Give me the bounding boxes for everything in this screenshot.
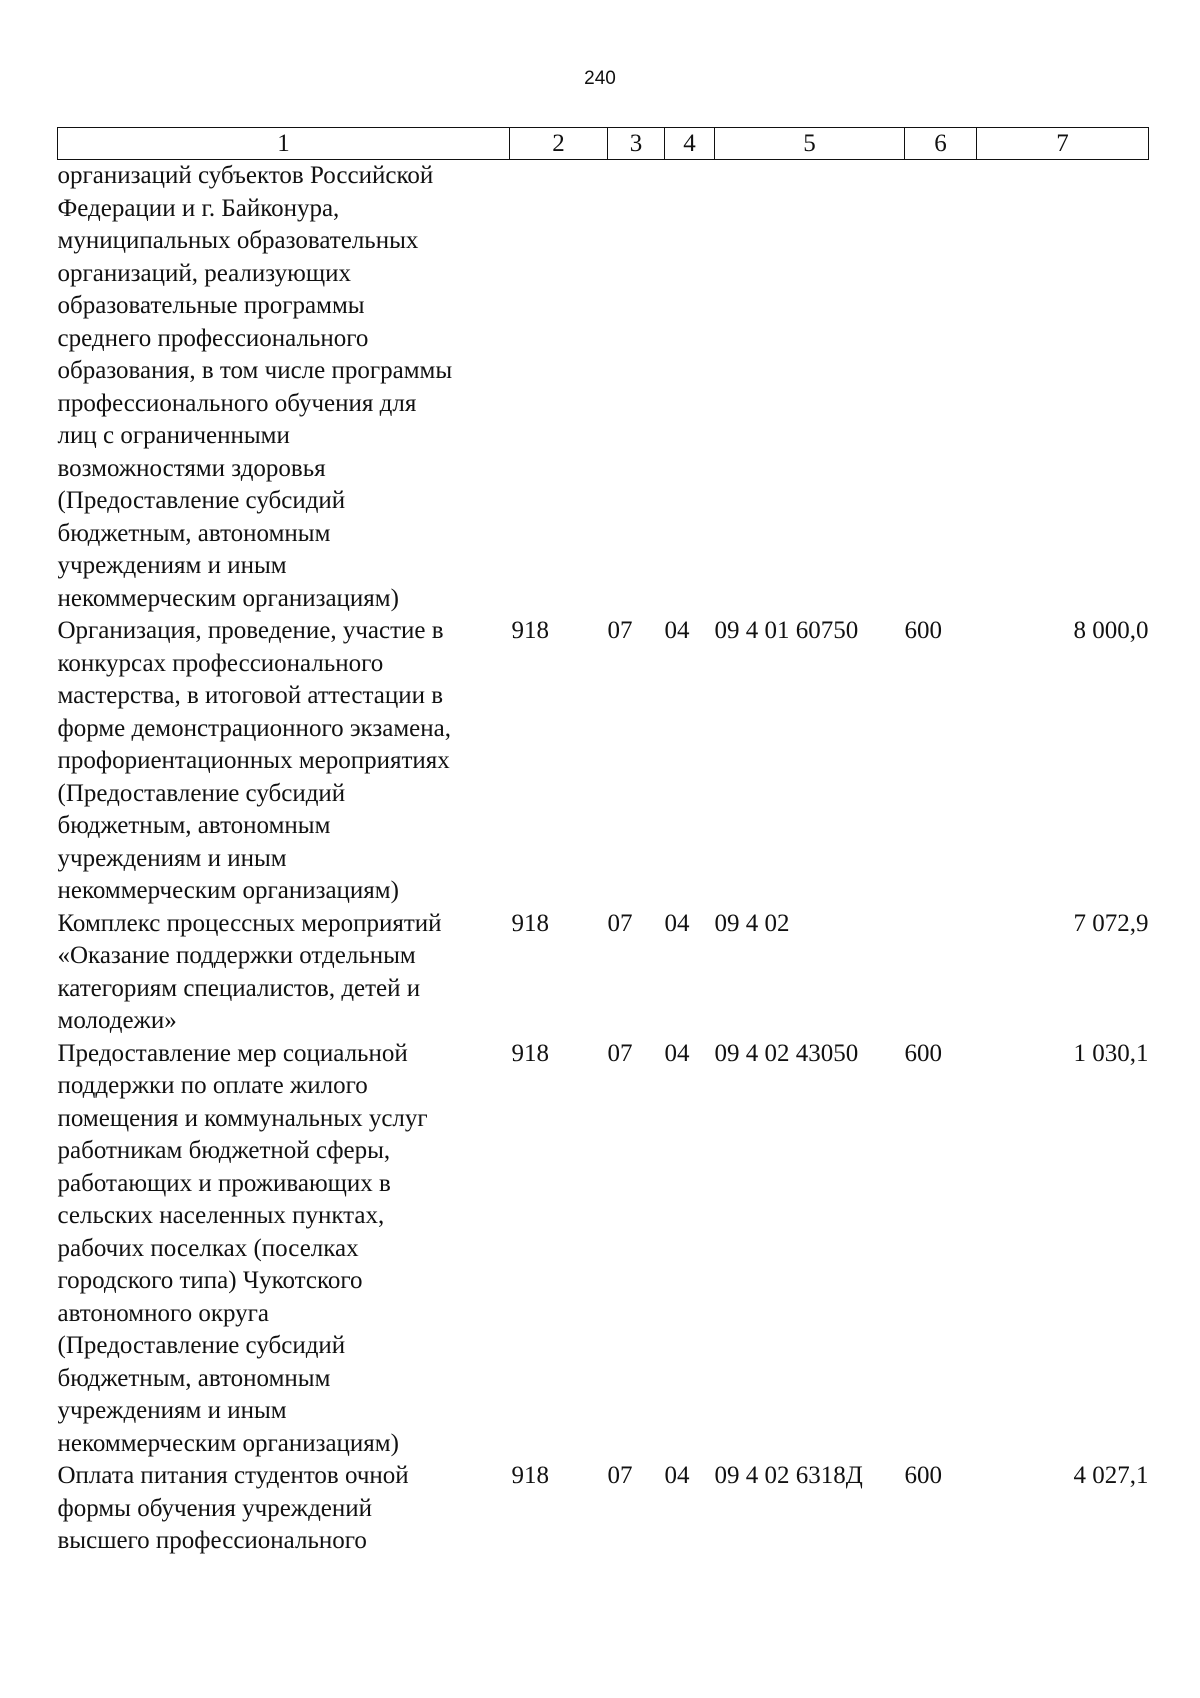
- row-section: 07: [607, 1039, 633, 1067]
- page-number: 240: [584, 68, 616, 89]
- row-expense-type: 600: [904, 617, 942, 644]
- row-subsection: 04: [664, 1039, 690, 1067]
- column-header-7: 7: [977, 128, 1149, 160]
- row-admin-code: [510, 160, 608, 616]
- table-row: [58, 615, 1149, 908]
- row-admin-code: 918: [511, 909, 549, 937]
- row-target-code: 09 4 02 43050: [714, 1039, 859, 1067]
- row-expense-type: 600: [904, 1039, 942, 1067]
- column-header-5: 5: [715, 128, 905, 160]
- column-header-6: 6: [905, 128, 977, 160]
- row-subsection: [665, 160, 715, 616]
- row-subsection: 04: [664, 617, 690, 644]
- row-section: 07: [607, 617, 633, 644]
- column-header-3: 3: [608, 128, 665, 160]
- row-target-code: 09 4 02: [714, 909, 790, 937]
- row-target-code: 09 4 02 6318Д: [714, 1462, 863, 1489]
- table-row: [58, 908, 1149, 1038]
- row-amount: 8 000,0: [1073, 617, 1149, 644]
- row-name: организаций субъектов Российской Федерации и г. Байконура, муниципальных образовательных организаций, реализующих образовательные программы среднего профессионального образования, в том числе программы профессионального обучения для лиц с ограниченными возможностями здоровья (Предоставление субсидий бюджетным, автономным учреждениям и иным некоммерческим организациям): [57, 162, 453, 612]
- row-section: 07: [607, 1462, 633, 1489]
- row-name: Комплекс процессных мероприятий «Оказание поддержки отдельным категориям специалистов, детей и молодежи»: [57, 909, 442, 1034]
- table-row: [58, 1038, 1149, 1461]
- row-name: Оплата питания студентов очной формы обучения учреждений высшего профессионального: [57, 1462, 409, 1554]
- table-header: [58, 128, 1149, 160]
- row-admin-code: 918: [511, 1462, 549, 1489]
- column-header-4: 4: [665, 128, 715, 160]
- row-amount: 1 030,1: [1073, 1039, 1149, 1067]
- row-amount: [977, 160, 1149, 616]
- row-target-code: 09 4 01 60750: [714, 617, 859, 644]
- row-section: 07: [607, 909, 633, 937]
- row-amount: 7 072,9: [1073, 909, 1149, 937]
- row-target-code: [715, 160, 905, 616]
- row-subsection: 04: [664, 1462, 690, 1489]
- header-row: [58, 128, 1149, 160]
- row-subsection: 04: [664, 909, 690, 937]
- column-header-2: 2: [510, 128, 608, 160]
- budget-table: [57, 127, 1149, 1558]
- row-name: Предоставление мер социальной поддержки по оплате жилого помещения и коммунальных услуг работникам бюджетной сферы, работающих и проживающих в сельских населенных пунктах, рабочих поселках (поселках городского типа) Чукотского автономного округа (Предоставление субсидий бюджетным, автономным учреждениям и иным некоммерческим организациям): [57, 1039, 428, 1457]
- row-expense-type: [905, 908, 977, 1038]
- row-amount: 4 027,1: [1073, 1462, 1149, 1489]
- row-admin-code: 918: [511, 617, 549, 644]
- table-row: [58, 160, 1149, 616]
- column-header-1: 1: [58, 128, 510, 160]
- row-section: [608, 160, 665, 616]
- table-row: [58, 1460, 1149, 1558]
- row-expense-type: 600: [904, 1462, 942, 1489]
- row-name: Организация, проведение, участие в конкурсах профессионального мастерства, в итоговой аттестации в форме демонстрационного экзамена, профориентационных мероприятиях (Предоставление субсидий бюджетным, автономным учреждениям и иным некоммерческим организациям): [57, 617, 451, 904]
- row-admin-code: 918: [511, 1039, 549, 1067]
- table-body: [58, 160, 1149, 1558]
- row-expense-type: [905, 160, 977, 616]
